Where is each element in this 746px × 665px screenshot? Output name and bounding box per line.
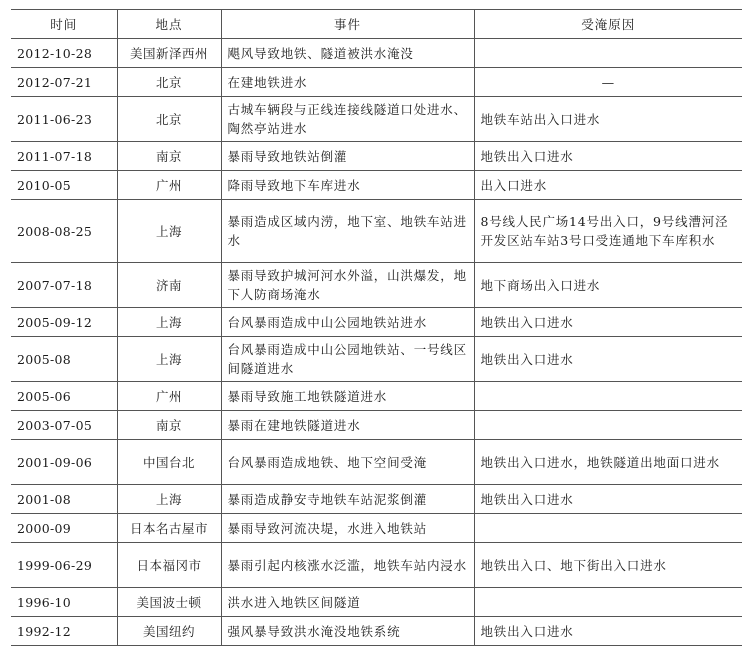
table-row [11, 440, 742, 485]
cell-time: 2005-09-12 [11, 308, 117, 337]
cell-time: 2007-07-18 [11, 263, 117, 308]
header-row [11, 10, 742, 39]
cell-time: 2010-05 [11, 171, 117, 200]
cell-event: 暴雨导致地铁站倒灌 [221, 142, 474, 171]
cell-place: 南京 [117, 142, 221, 171]
cell-time: 2012-10-28 [11, 39, 117, 68]
header-cause: 受淹原因 [474, 10, 742, 39]
table-row [11, 588, 742, 617]
cell-event: 暴雨在建地铁隧道进水 [221, 411, 474, 440]
cell-cause: — [474, 68, 742, 97]
cell-event: 暴雨造成区域内涝，地下室、地铁车站进水 [221, 200, 474, 263]
table-row [11, 485, 742, 514]
cell-place: 美国新泽西州 [117, 39, 221, 68]
cell-event: 暴雨造成静安寺地铁车站泥浆倒灌 [221, 485, 474, 514]
cell-cause: 地铁出入口进水 [474, 337, 742, 382]
cell-event: 暴雨导致护城河河水外溢，山洪爆发，地下人防商场淹水 [221, 263, 474, 308]
cell-time: 2001-08 [11, 485, 117, 514]
cell-time: 2011-06-23 [11, 97, 117, 142]
table-row [11, 382, 742, 411]
cell-event: 台风暴雨造成中山公园地铁站进水 [221, 308, 474, 337]
cell-cause: 8号线人民广场14号出入口，9号线漕河泾开发区站车站3号口受连通地下车库积水 [474, 200, 742, 263]
table-row [11, 617, 742, 646]
cell-time: 1996-10 [11, 588, 117, 617]
cell-cause [474, 514, 742, 543]
cell-time: 2011-07-18 [11, 142, 117, 171]
cell-cause: 地铁出入口进水 [474, 142, 742, 171]
cell-place: 广州 [117, 171, 221, 200]
cell-place: 济南 [117, 263, 221, 308]
table-body [11, 39, 742, 646]
table-row [11, 337, 742, 382]
flood-events-table [11, 9, 742, 646]
cell-time: 2000-09 [11, 514, 117, 543]
header-event: 事件 [221, 10, 474, 39]
cell-event: 古城车辆段与正线连接线隧道口处进水、陶然亭站进水 [221, 97, 474, 142]
cell-time: 2001-09-06 [11, 440, 117, 485]
cell-time: 2008-08-25 [11, 200, 117, 263]
cell-cause [474, 39, 742, 68]
table-row [11, 200, 742, 263]
cell-event: 暴雨引起内核涨水泛滥，地铁车站内浸水 [221, 543, 474, 588]
table-row [11, 411, 742, 440]
cell-place: 日本名古屋市 [117, 514, 221, 543]
cell-place: 广州 [117, 382, 221, 411]
cell-time: 2003-07-05 [11, 411, 117, 440]
header-time: 时间 [11, 10, 117, 39]
cell-event: 在建地铁进水 [221, 68, 474, 97]
table-row [11, 308, 742, 337]
cell-place: 北京 [117, 97, 221, 142]
cell-event: 台风暴雨造成中山公园地铁站、一号线区间隧道进水 [221, 337, 474, 382]
cell-cause: 地铁出入口进水，地铁隧道出地面口进水 [474, 440, 742, 485]
cell-cause: 地下商场出入口进水 [474, 263, 742, 308]
cell-place: 北京 [117, 68, 221, 97]
cell-time: 2005-08 [11, 337, 117, 382]
cell-event: 飓风导致地铁、隧道被洪水淹没 [221, 39, 474, 68]
cell-cause: 地铁出入口进水 [474, 617, 742, 646]
table-header [11, 10, 742, 39]
table-row [11, 171, 742, 200]
cell-cause: 地铁出入口进水 [474, 308, 742, 337]
cell-cause [474, 411, 742, 440]
table-row [11, 39, 742, 68]
cell-event: 降雨导致地下车库进水 [221, 171, 474, 200]
cell-event: 暴雨导致河流决堤，水进入地铁站 [221, 514, 474, 543]
table-row [11, 97, 742, 142]
cell-time: 2005-06 [11, 382, 117, 411]
table-row [11, 514, 742, 543]
cell-cause [474, 382, 742, 411]
table-row [11, 263, 742, 308]
cell-place: 上海 [117, 308, 221, 337]
cell-time: 1999-06-29 [11, 543, 117, 588]
cell-time: 2012-07-21 [11, 68, 117, 97]
cell-cause: 地铁出入口进水 [474, 485, 742, 514]
cell-place: 南京 [117, 411, 221, 440]
table-row [11, 68, 742, 97]
cell-place: 上海 [117, 485, 221, 514]
table-row [11, 543, 742, 588]
cell-place: 中国台北 [117, 440, 221, 485]
cell-event: 台风暴雨造成地铁、地下空间受淹 [221, 440, 474, 485]
header-place: 地点 [117, 10, 221, 39]
cell-cause: 地铁出入口、地下街出入口进水 [474, 543, 742, 588]
table-row [11, 142, 742, 171]
cell-cause [474, 588, 742, 617]
cell-place: 美国波士顿 [117, 588, 221, 617]
cell-cause: 地铁车站出入口进水 [474, 97, 742, 142]
cell-place: 美国纽约 [117, 617, 221, 646]
cell-place: 日本福冈市 [117, 543, 221, 588]
cell-place: 上海 [117, 200, 221, 263]
cell-cause: 出入口进水 [474, 171, 742, 200]
cell-time: 1992-12 [11, 617, 117, 646]
cell-place: 上海 [117, 337, 221, 382]
cell-event: 强风暴导致洪水淹没地铁系统 [221, 617, 474, 646]
cell-event: 暴雨导致施工地铁隧道进水 [221, 382, 474, 411]
cell-event: 洪水进入地铁区间隧道 [221, 588, 474, 617]
